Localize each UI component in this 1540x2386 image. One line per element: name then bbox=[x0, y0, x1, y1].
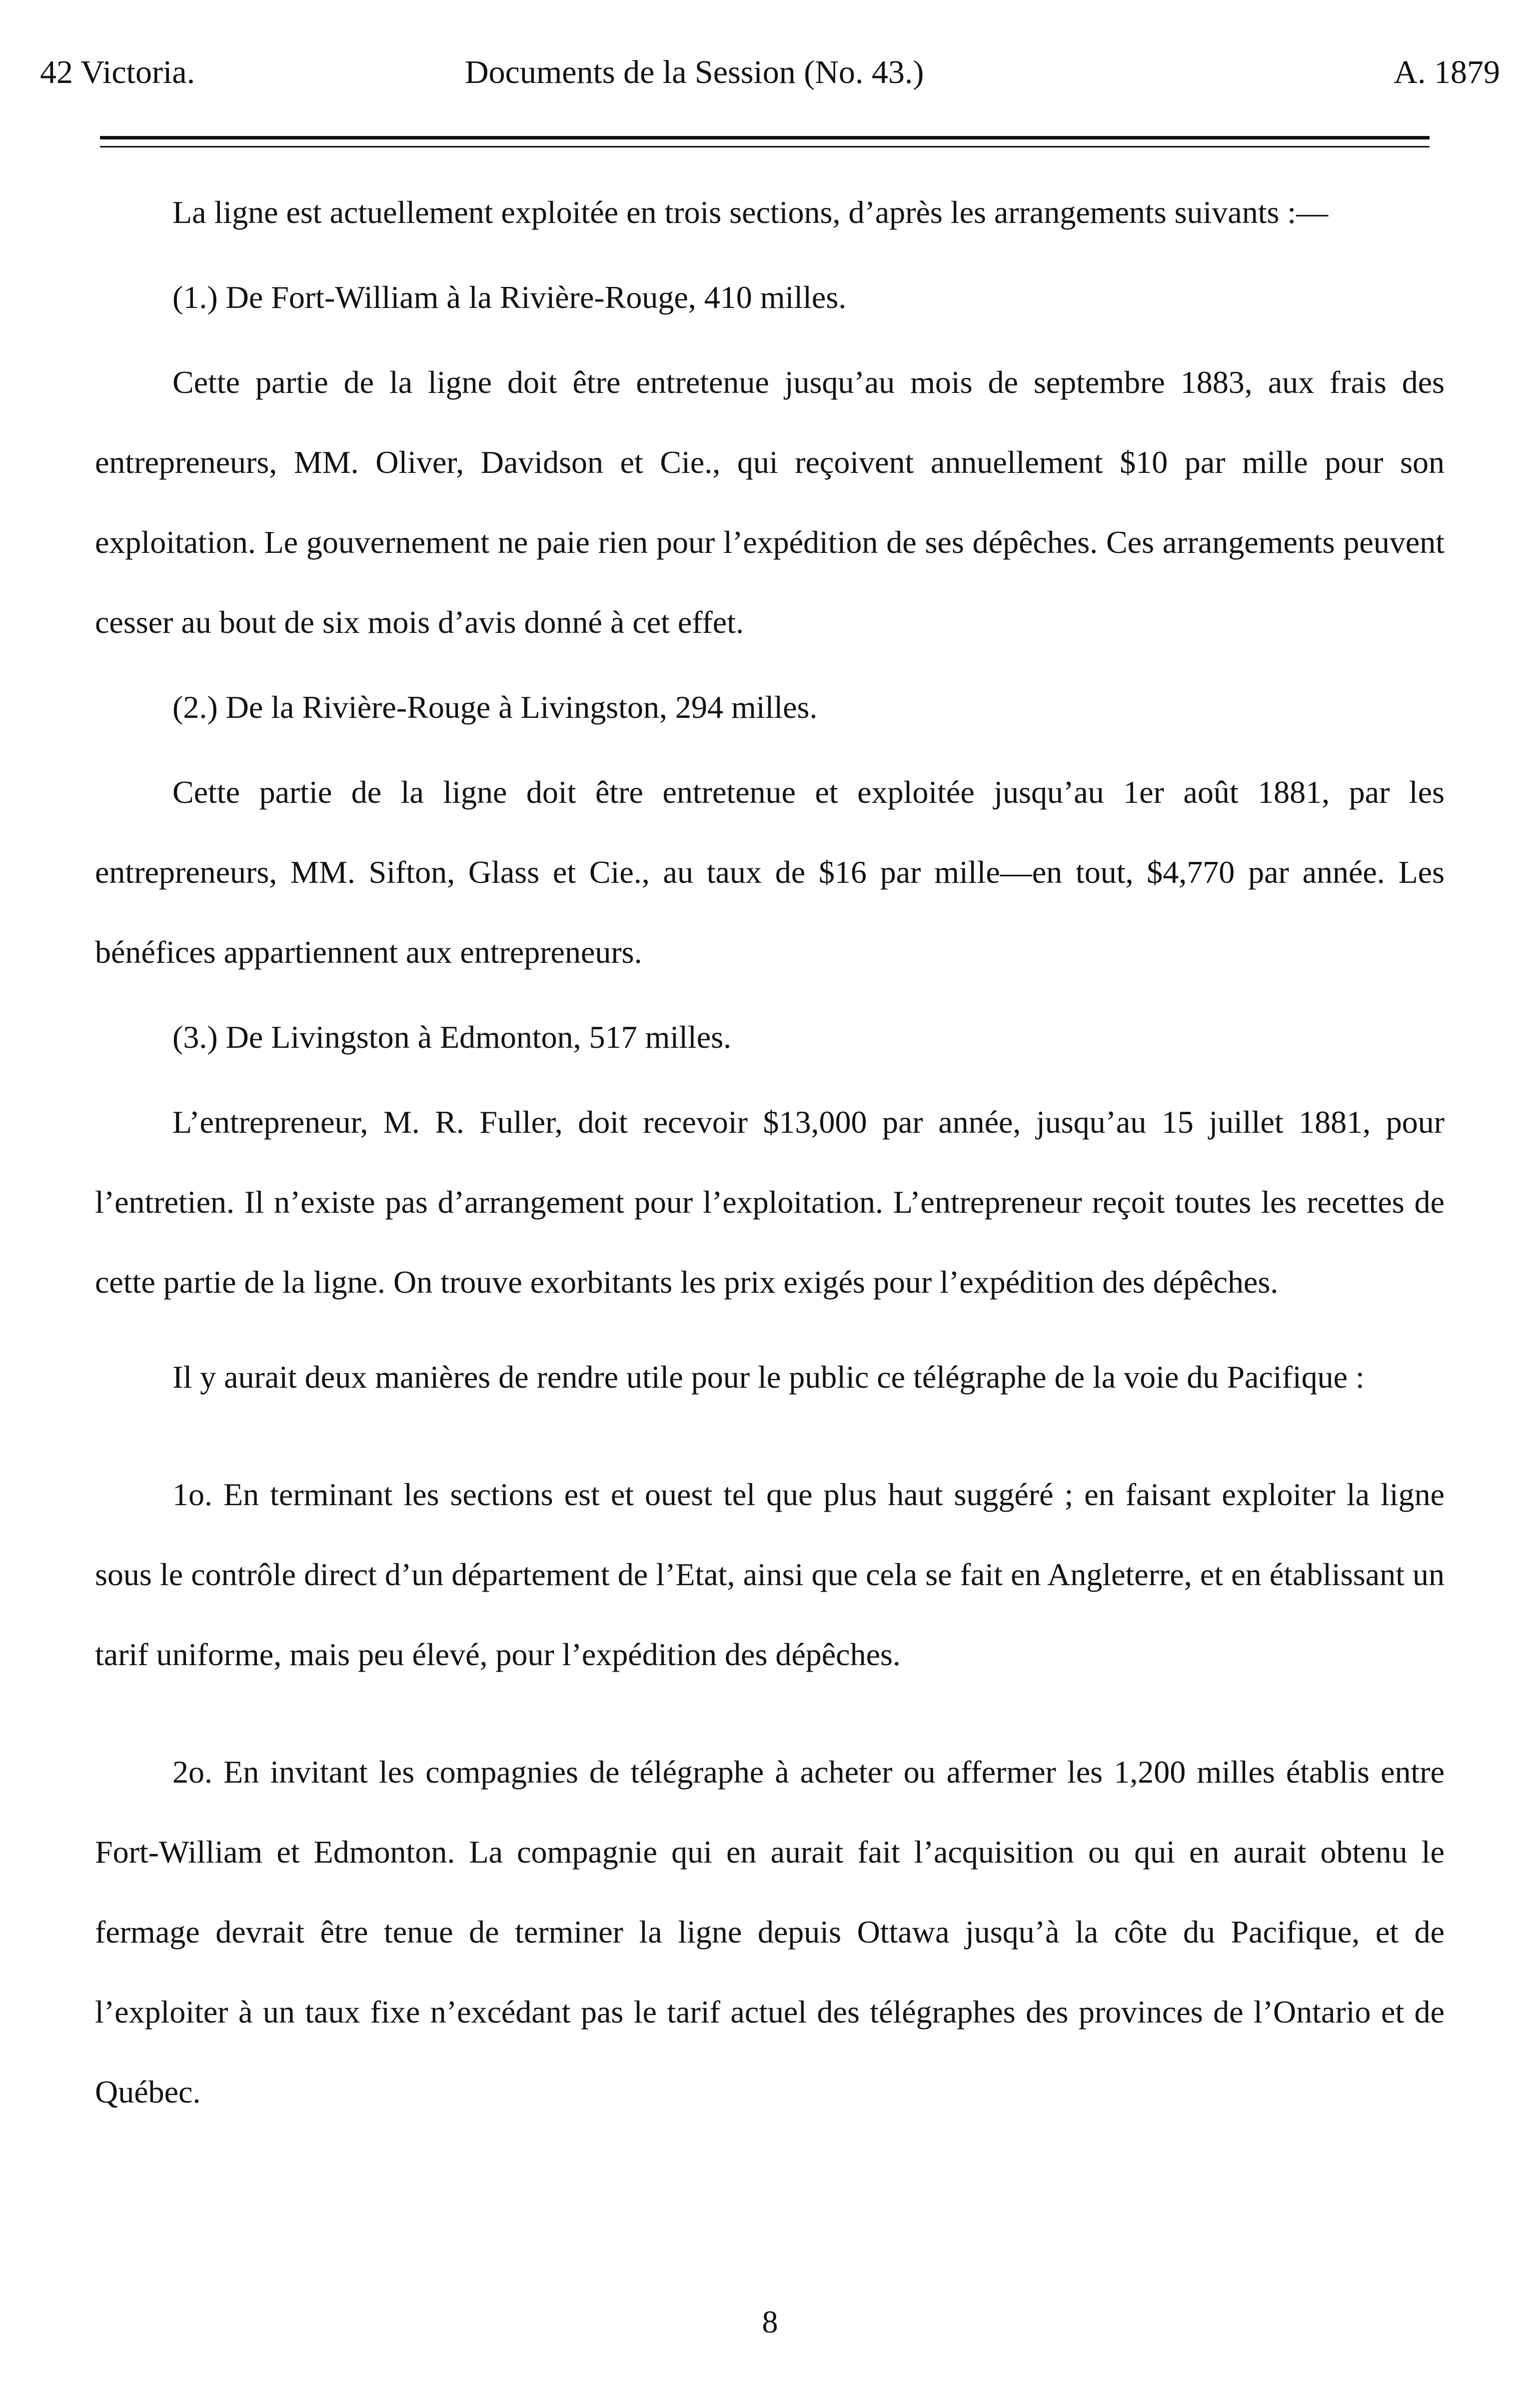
body-text bbox=[95, 172, 1445, 2132]
page-header bbox=[40, 47, 1500, 97]
header-year: A. 1879 bbox=[1394, 54, 1500, 90]
header-rule-thick bbox=[100, 136, 1430, 139]
section-heading-1: (1.) De Fort-William à la Rivière-Rouge, 410 milles. bbox=[172, 279, 847, 315]
paragraph-section-2: Cette partie de la ligne doit être entretenue et exploitée jusqu’au 1er août 1881, par les entrepreneurs, MM. Sifton, Glass et Cie., au taux de $16 par mille—en tout, $4,770 par année. Les bénéfices appartiennent aux entrepreneurs. bbox=[95, 774, 1445, 970]
paragraph-option-2: 2o. En invitant les compagnies de télégraphe à acheter ou affermer les 1,200 milles établis entre Fort-William et Edmonton. La compagnie qui en aurait fait l’acquisition ou qui en aurait obtenu le fermage devrait être tenue de terminer la ligne depuis Ottawa jusqu’à la côte du Pacifique, et de l’exploiter à un taux fixe n’excédant pas le tarif actuel des télégraphes des provinces de l’Ontario et de Québec. bbox=[95, 1754, 1445, 2110]
paragraph-two-ways: Il y aurait deux manières de rendre utile pour le public ce télégraphe de la voie du Pacifique : bbox=[172, 1359, 1365, 1395]
header-title: Documents de la Session (No. 43.) bbox=[465, 54, 924, 90]
paragraph-section-3: L’entrepreneur, M. R. Fuller, doit recevoir $13,000 par année, jusqu’au 15 juillet 1881, pour l’entretien. Il n’existe pas d’arrangement pour l’exploitation. L’entrepreneur reçoit toutes les recettes de cette partie de la ligne. On trouve exorbitants les prix exigés pour l’expédition des dépêches. bbox=[95, 1104, 1445, 1300]
header-volume: 42 Victoria. bbox=[40, 54, 195, 90]
section-heading-3: (3.) De Livingston à Edmonton, 517 milles. bbox=[172, 1019, 732, 1055]
paragraph-option-1: 1o. En terminant les sections est et ouest tel que plus haut suggéré ; en faisant exploiter la ligne sous le contrôle direct d’un département de l’Etat, ainsi que cela se fait en Angleterre, et en établissant un tarif uniforme, mais peu élevé, pour l’expédition des dépêches. bbox=[95, 1477, 1445, 1672]
paragraph-intro: La ligne est actuellement exploitée en trois sections, d’après les arrangements suivants :— bbox=[172, 194, 1329, 230]
section-heading-2: (2.) De la Rivière-Rouge à Livingston, 294 milles. bbox=[172, 689, 818, 725]
page-number: 8 bbox=[762, 2304, 778, 2340]
header-rule-thin bbox=[100, 146, 1430, 147]
paragraph-section-1: Cette partie de la ligne doit être entretenue jusqu’au mois de septembre 1883, aux frais des entrepreneurs, MM. Oliver, Davidson et Cie., qui reçoivent annuellement $10 par mille pour son exploitation. Le gouvernement ne paie rien pour l’expédition de ses dépêches. Ces arrangements peuvent cesser au bout de six mois d’avis donné à cet effet. bbox=[95, 364, 1445, 640]
